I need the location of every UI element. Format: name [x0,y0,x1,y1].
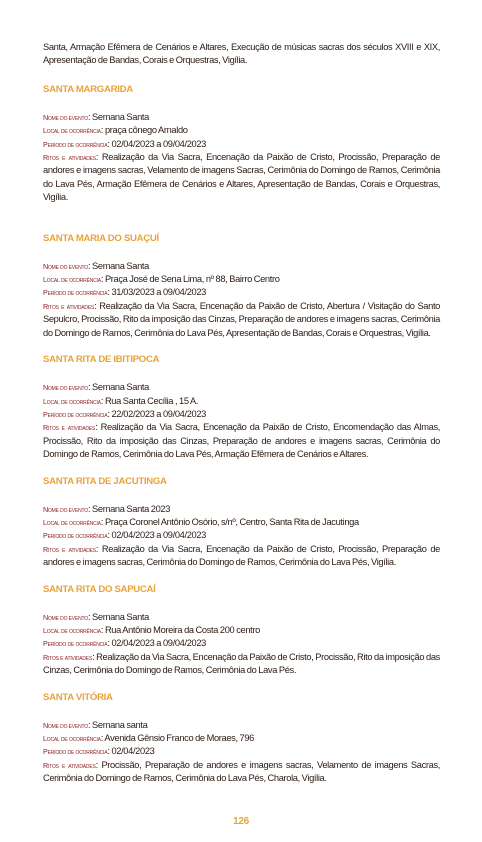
section-title: SANTA RITA DE JACUTINGA [43,475,167,487]
location-value: Rua Santa Cecília , 15 A. [104,395,199,406]
rites-line: Ritos e atividades: Realização da Via Sacra, Encenação da Paixão de Cristo, Abertura / Visitação do Santo Sepulcro, Procissão, Rito da imposição das Cinzas, Preparação de andores e imagens sacras, Cerimônia do Domingo de Ramos, Cerimônia do Lava Pés, Apresentação de Bandas, Corais e Orquestras, Vigília. [43,300,440,338]
rites-label: Ritos e atividades [43,153,96,163]
document-page [43,41,440,786]
location-value: Avenida Gênsio Franco de Moraes, 796 [104,733,254,743]
period-label: Período de ocorrência [43,531,108,541]
period-label: Período de ocorrência [43,139,108,149]
intro-paragraph: Santa, Armação Efêmera de Cenários e Altares, Execução de músicas sacras dos séculos XVIII e XIX, Apresentação de Bandas, Corais e Orquestras, Vigília. [43,42,440,66]
location-line: Local de ocorrência: Praça José de Sena Lima, nº 88, Bairro Centro [43,274,280,285]
location-label: Local de ocorrência [43,396,101,406]
period-value: 02/04/2023 a 09/04/2023 [111,638,206,649]
period-line: Período de ocorrência: 02/04/2023 [43,746,155,757]
period-label: Período de ocorrência [43,747,108,757]
rites-label: Ritos e atividades [43,760,96,770]
period-value: 02/04/2023 a 09/04/2023 [111,138,206,149]
location-value: Rua Antônio Moreira da Costa 200 centro [104,624,260,635]
period-value: 22/02/2023 a 09/04/2023 [111,408,206,419]
rites-value: Realização da Via Sacra, Encenação da Paixão de Cristo, Encomendação das Almas, Procissão, Rito da imposição das Cinzas, Preparação de andores e imagens sacras, Cerimônia do Domingo de Ramos, Cerimônia do Lava Pés, Armação Efêmera de Cenários e Altares. [43,422,440,460]
location-line: Local de ocorrência: Rua Antônio Moreira da Costa 200 centro [43,624,260,635]
rites-label: Ritos e atividades [43,301,95,311]
rites-line: Ritos e atividades: Realização da Via Sacra, Encenação da Paixão de Cristo, Encomendação das Almas, Procissão, Rito da imposição das Cinzas, Preparação de andores e imagens sacras, Cerimônia do Domingo de Ramos, Cerimônia do Lava Pés, Armação Efêmera de Cenários e Altares. [43,422,440,460]
rites-line: Ritos e atividades: Realização da Via Sacra, Encenação da Paixão de Cristo, Procissão, Preparação de andores e imagens sacras, Velamento de imagens Sacras, Cerimônia do Domingo de Ramos, Cerimônia do Lava Pés, Armação Efêmera de Cenários e Altares, Apresentação de Bandas, Corais e Orquestras, Vigília. [43,152,440,203]
period-value: 02/04/2023 a 09/04/2023 [111,530,206,541]
event-name-value: Semana Santa [92,260,149,271]
event-name-value: Semana santa [92,719,148,730]
event-name-label: Nome do evento [43,720,88,730]
period-label: Período de ocorrência [43,639,108,649]
rites-label: Ritos e atividades [43,423,96,433]
period-line: Período de ocorrência: 02/04/2023 a 09/04/2023 [43,138,206,149]
rites-value: Procissão, Preparação de andores e imagens sacras, Velamento de imagens Sacras, Cerimônia do Domingo de Ramos, Cerimônia do Lava Pés, Charola, Vigília. [43,759,440,784]
rites-line: Ritos e atividades: Realização da Via Sacra, Encenação da Paixão de Cristo, Procissão, Preparação de andores e imagens sacras, Cerimônia do Domingo de Ramos, Cerimônia do Lava Pés, Vigília. [43,543,440,568]
section-title: SANTA MARIA DO SUAÇUÍ [43,232,159,244]
event-name-line: Nome do evento: Semana Santa 2023 [43,503,171,514]
location-label: Local de ocorrência [43,275,101,285]
section-santa-margarida [43,84,440,205]
event-name-label: Nome do evento [43,112,88,122]
location-value: Praça José de Sena Lima, nº 88, Bairro Centro [104,274,280,285]
rites-value: Realização da Via Sacra, Encenação da Paixão de Cristo, Procissão, Rito da imposição das Cinzas, Cerimônia do Domingo de Ramos, Cerimônia do Lava Pés. [43,651,440,676]
period-line: Período de ocorrência: 22/02/2023 a 09/04/2023 [43,408,206,419]
period-label: Período de ocorrência [43,288,108,298]
event-name-line: Nome do evento: Semana Santa [43,611,149,622]
section-santa-rita-do-sapucai [43,584,440,678]
event-name-label: Nome do evento [43,612,88,622]
rites-label: Ritos e atividades [43,544,96,554]
event-name-label: Nome do evento [43,261,88,271]
section-santa-maria-do-suacui [43,233,440,340]
location-line: Local de ocorrência: praça cônego Arnaldo [43,125,188,136]
section-title: SANTA RITA DE IBITIPOCA [43,354,160,366]
event-name-line: Nome do evento: Semana Santa [43,260,149,271]
section-santa-rita-de-jacutinga [43,476,440,570]
event-name-label: Nome do evento [43,504,88,514]
section-title: SANTA RITA DO SAPUCAÍ [43,583,156,595]
rites-line: Ritos e atividades: Procissão, Preparação de andores e imagens sacras, Velamento de imagens Sacras, Cerimônia do Domingo de Ramos, Cerimônia do Lava Pés, Charola, Vigília. [43,759,440,784]
rites-label: Ritos e atividades [43,652,93,662]
location-value: praça cônego Arnaldo [104,125,188,136]
section-title: SANTA VITÓRIA [43,691,113,703]
location-label: Local de ocorrência [43,625,101,635]
location-label: Local de ocorrência [43,734,101,743]
location-line: Local de ocorrência: Praça Coronel Antônio Osório, s/nº, Centro, Santa Rita de Jacutinga [43,516,359,527]
event-name-label: Nome do evento [43,383,88,393]
period-line: Período de ocorrência: 02/04/2023 a 09/04/2023 [43,530,206,541]
rites-value: Realização da Via Sacra, Encenação da Paixão de Cristo, Abertura / Visitação do Santo Sepulcro, Procissão, Rito da imposição das Cinzas, Preparação de andores e imagens sacras, Cerimônia do Domingo de Ramos, Cerimônia do Lava Pés, Apresentação de Bandas, Corais e Orquestras, Vigília. [43,300,440,338]
period-line: Período de ocorrência: 31/03/2023 a 09/04/2023 [43,287,206,298]
period-value: 02/04/2023 [111,746,155,757]
event-name-line: Nome do evento: Semana Santa [43,382,149,393]
page-number: 126 [233,816,249,827]
event-name-value: Semana Santa [92,111,149,122]
section-santa-rita-de-ibitipoca [43,354,440,461]
rites-value: Realização da Via Sacra, Encenação da Paixão de Cristo, Procissão, Preparação de andores e imagens sacras, Cerimônia do Domingo de Ramos, Cerimônia do Lava Pés, Vigília. [43,543,440,568]
period-line: Período de ocorrência: 02/04/2023 a 09/04/2023 [43,638,206,649]
event-name-value: Semana Santa [92,611,149,622]
rites-line: Ritos e atividades: Realização da Via Sacra, Encenação da Paixão de Cristo, Procissão, Rito da imposição das Cinzas, Cerimônia do Domingo de Ramos, Cerimônia do Lava Pés. [43,651,440,676]
period-label: Período de ocorrência [43,409,108,419]
location-value: Praça Coronel Antônio Osório, s/nº, Centro, Santa Rita de Jacutinga [104,516,359,527]
event-name-value: Semana Santa 2023 [92,503,171,514]
event-name-line: Nome do evento: Semana santa [43,719,148,730]
event-name-line: Nome do evento: Semana Santa [43,111,149,122]
section-santa-vitoria [43,692,440,786]
location-line: Local de ocorrência: Rua Santa Cecília , 15 A. [43,395,199,406]
location-label: Local de ocorrência [43,517,101,527]
location-label: Local de ocorrência [43,126,101,136]
period-value: 31/03/2023 a 09/04/2023 [111,287,206,298]
location-line: Local de ocorrência: Avenida Gênsio Franco de Moraes, 796 [43,733,254,743]
event-name-value: Semana Santa [92,382,149,393]
rites-value: Realização da Via Sacra, Encenação da Paixão de Cristo, Procissão, Preparação de andores e imagens sacras, Velamento de imagens Sacras, Cerimônia do Domingo de Ramos, Cerimônia do Lava Pés, Armação Efêmera de Cenários e Altares, Apresentação de Bandas, Corais e Orquestras, Vigília. [43,152,440,203]
section-title: SANTA MARGARIDA [43,83,133,95]
